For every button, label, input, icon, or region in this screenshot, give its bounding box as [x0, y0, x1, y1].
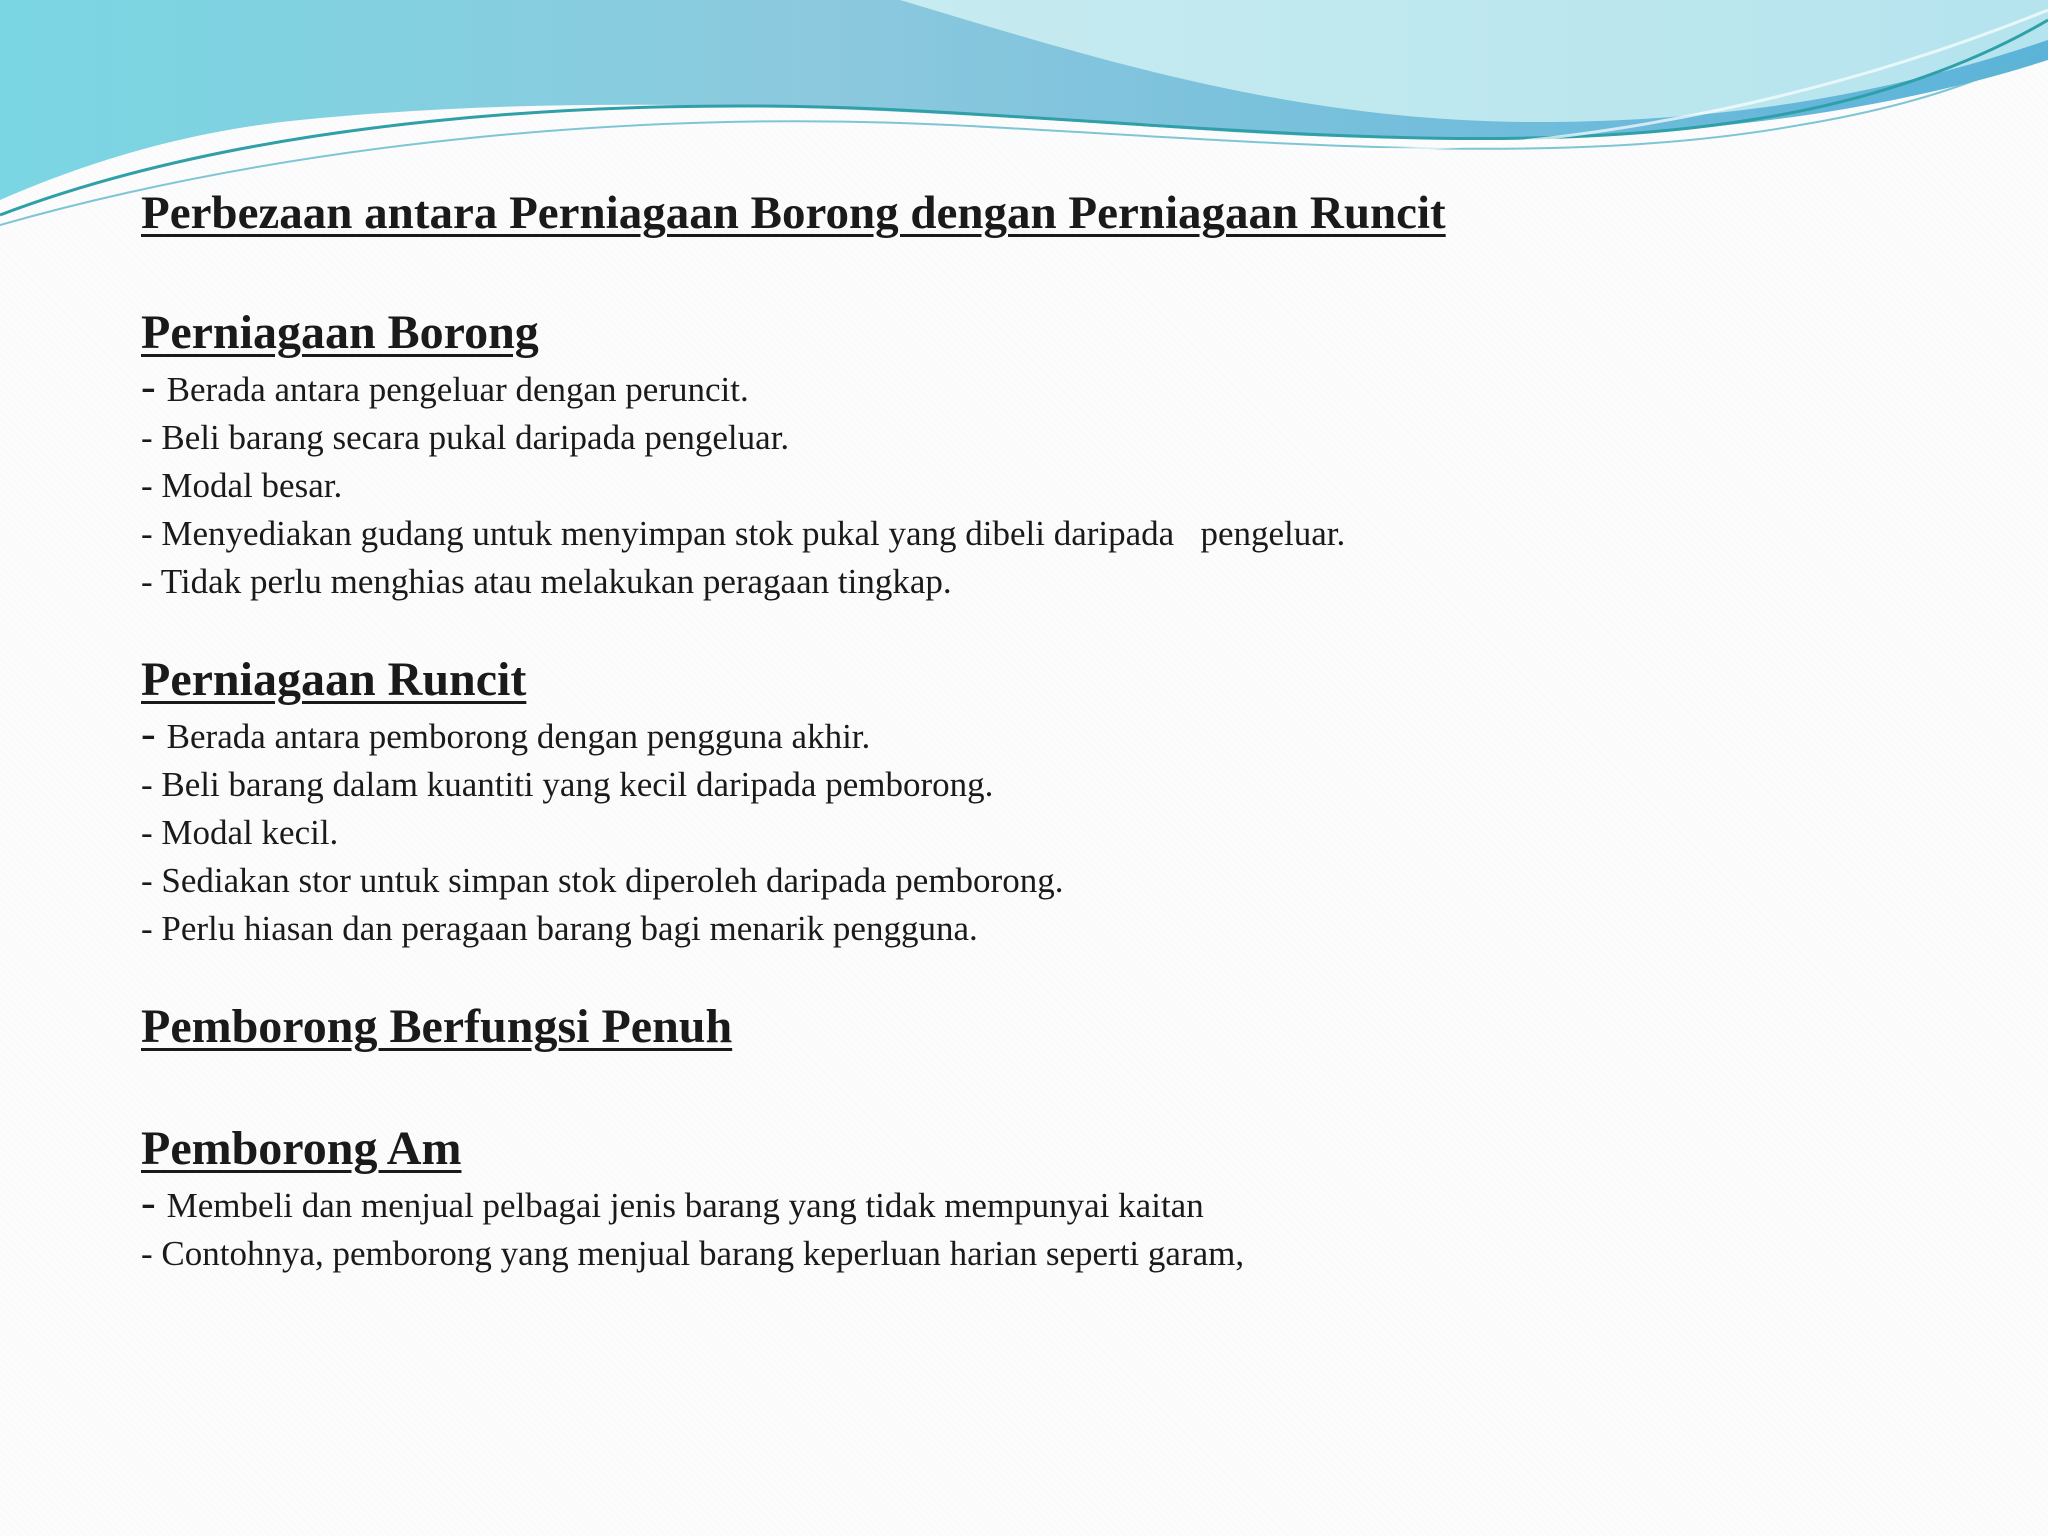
section-heading: Pemborong Berfungsi Penuh — [141, 1000, 733, 1053]
list-item: - Membeli dan menjual pelbagai jenis barang yang tidak mempunyai kaitan — [141, 1178, 1204, 1227]
bullet-list — [141, 1179, 1941, 1278]
section-perniagaan-borong — [141, 303, 1941, 606]
slide-title: Perbezaan antara Perniagaan Borong dengan Perniagaan Runcit — [141, 187, 1446, 239]
section-heading: Pemborong Am — [141, 1122, 462, 1175]
list-item: - Beli barang dalam kuantiti yang kecil daripada pemborong. — [141, 765, 994, 804]
list-item: - Beli barang secara pukal daripada pengeluar. — [141, 418, 790, 457]
list-item: - Contohnya, pemborong yang menjual barang keperluan harian seperti garam, — [141, 1234, 1245, 1273]
list-item: - Modal kecil. — [141, 813, 339, 852]
bullet-list — [141, 363, 1941, 606]
section-pemborong-am — [141, 1119, 1941, 1278]
list-item: - Tidak perlu menghias atau melakukan peragaan tingkap. — [141, 562, 952, 601]
list-item: - Berada antara pemborong dengan pengguna akhir. — [141, 709, 871, 758]
section-pemborong-berfungsi-penuh — [141, 997, 1941, 1057]
section-heading: Perniagaan Runcit — [141, 653, 527, 706]
slide-content — [141, 183, 1941, 1278]
list-item: - Berada antara pengeluar dengan peruncit. — [141, 362, 749, 411]
list-item: - Menyediakan gudang untuk menyimpan stok pukal yang dibeli daripada pengeluar. — [141, 514, 1346, 553]
section-perniagaan-runcit — [141, 650, 1941, 953]
list-item: - Modal besar. — [141, 466, 343, 505]
bullet-list — [141, 710, 1941, 953]
section-heading: Perniagaan Borong — [141, 306, 539, 359]
list-item: - Perlu hiasan dan peragaan barang bagi menarik pengguna. — [141, 909, 978, 948]
list-item: - Sediakan stor untuk simpan stok diperoleh daripada pemborong. — [141, 861, 1064, 900]
